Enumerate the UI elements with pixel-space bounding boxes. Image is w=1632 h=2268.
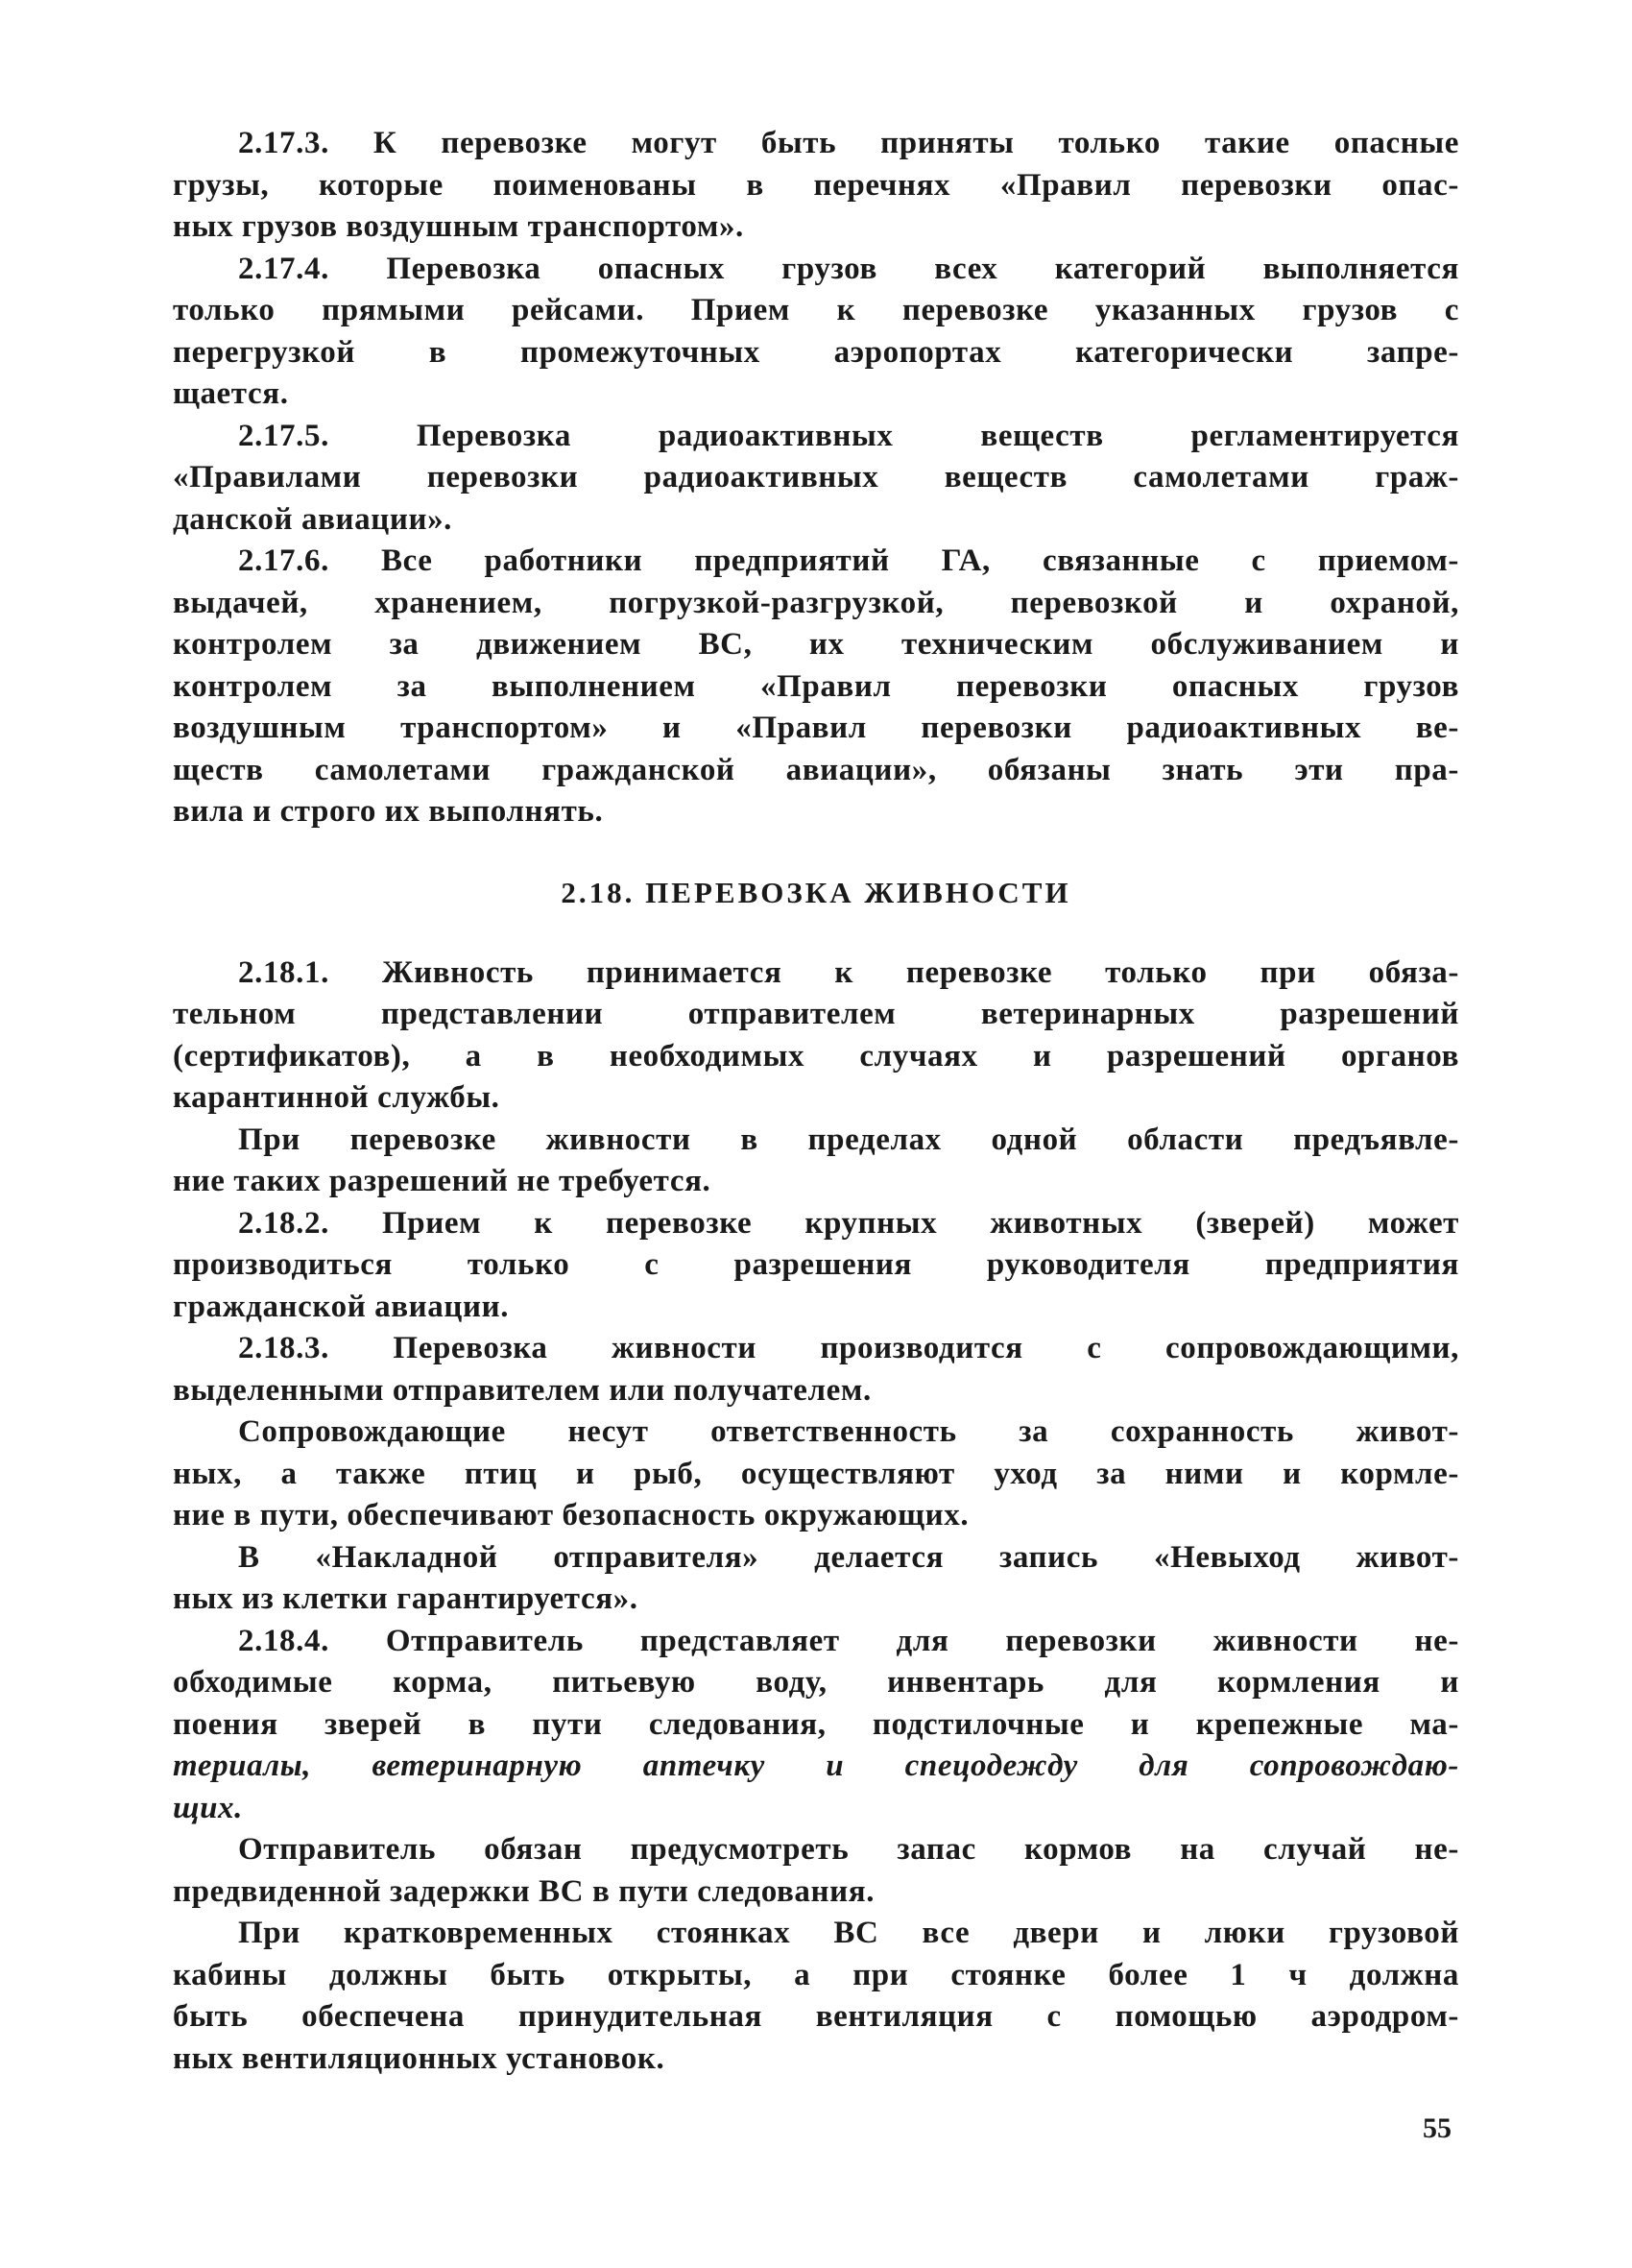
text-line: ных из клетки гарантируется». [173,1581,638,1616]
text-line: ных грузов воздушным транспортом». [173,209,744,244]
paragraph [173,1411,1459,1537]
text-line: щих. [173,1790,243,1825]
paragraph [173,416,1459,542]
text-line: При перевозке живности в пределах одной области предъявле- [238,1122,1459,1157]
text-line: 2.17.5. Перевозка радиоактивных веществ регламентируется [238,418,1459,453]
text-line: ществ самолетами гражданской авиации», обязаны знать эти пра- [173,752,1459,787]
section-heading: 2.18. ПЕРЕВОЗКА ЖИВНОСТИ [561,875,1071,909]
text-line: ных, а также птиц и рыб, осуществляют уход за ними и кормле- [173,1456,1459,1491]
paragraph [173,249,1459,416]
paragraph [173,1537,1459,1621]
paragraph [173,123,1459,249]
text-line: В «Накладной отправителя» делается запись «Невыход живот- [238,1539,1459,1575]
paragraph [173,953,1459,1120]
text-line: 2.17.3. К перевозке могут быть приняты только такие опасные [238,126,1459,160]
text-line: 2.18.2. Прием к перевозке крупных животных (зверей) может [238,1205,1459,1241]
paragraph [173,1829,1459,1913]
text-line: «Правилами перевозки радиоактивных веществ самолетами граж- [173,460,1459,495]
text-line: щается. [173,376,289,411]
text-line: карантинной службы. [173,1080,500,1115]
paragraph [173,1120,1459,1203]
text-line: быть обеспечена принудительная вентиляция с помощью аэродром- [173,1999,1459,2034]
text-line: При кратковременных стоянках ВС все двери и люки грузовой [238,1916,1459,1950]
text-line: грузы, которые поименованы в перечнях «Правил перевозки опас- [173,167,1459,203]
text-line: 2.18.1. Живность принимается к перевозке только при обяза- [238,954,1459,990]
text-line: кабины должны быть открыты, а при стоянке более 1 ч должна [173,1957,1459,1992]
text-line: производиться только с разрешения руководителя предприятия [173,1247,1459,1282]
text-line: ных вентиляционных установок. [173,2040,665,2076]
text-line: поения зверей в пути следования, подстилочные и крепежные ма- [173,1706,1459,1742]
text-line: вила и строго их выполнять. [173,794,604,829]
paragraph [173,1328,1459,1411]
page-body [173,123,1459,2080]
paragraph [173,1621,1459,1830]
text-line: перегрузкой в промежуточных аэропортах категорически запре- [173,334,1459,370]
paragraph [173,541,1459,833]
text-line: только прямыми рейсами. Прием к перевозке указанных грузов с [173,293,1459,327]
text-line: выдачей, хранением, погрузкой-разгрузкой, перевозкой и охраной, [173,585,1459,620]
text-line: предвиденной задержки ВС в пути следования. [173,1873,876,1909]
text-line: 2.17.6. Все работники предприятий ГА, связанные с приемом- [238,543,1459,578]
page-number: 55 [1423,2112,1452,2144]
text-line: контролем за выполнением «Правил перевозки опасных грузов [173,668,1459,704]
text-line: данской авиации». [173,501,453,537]
paragraph [173,1203,1459,1329]
text-line: тельном представлении отправителем ветеринарных разрешений [173,997,1459,1031]
text-line: 2.18.4. Отправитель представляет для перевозки живности не- [238,1623,1459,1658]
text-line: териалы, ветеринарную аптечку и спецодежду для сопровождаю- [173,1749,1459,1783]
text-line: ние таких разрешений не требуется. [173,1164,711,1198]
paragraph [173,1913,1459,2080]
text-line: контролем за движением ВС, их техническим обслуживанием и [173,627,1459,662]
text-line: (сертификатов), а в необходимых случаях и разрешений органов [173,1038,1459,1074]
text-line: выделенными отправителем или получателем. [173,1372,872,1408]
text-line: гражданской авиации. [173,1289,510,1324]
text-line: Сопровождающие несут ответственность за сохранность живот- [238,1414,1459,1449]
text-line: 2.18.3. Перевозка живности производится с сопровождающими, [238,1331,1459,1365]
text-line: обходимые корма, питьевую воду, инвентарь для кормления и [173,1665,1459,1700]
text-line: Отправитель обязан предусмотреть запас кормов на случай не- [238,1832,1459,1867]
text-line: воздушным транспортом» и «Правил перевозки радиоактивных ве- [173,711,1459,745]
text-line: 2.17.4. Перевозка опасных грузов всех категорий выполняется [238,251,1459,286]
text-line: ние в пути, обеспечивают безопасность окружающих. [173,1498,970,1532]
